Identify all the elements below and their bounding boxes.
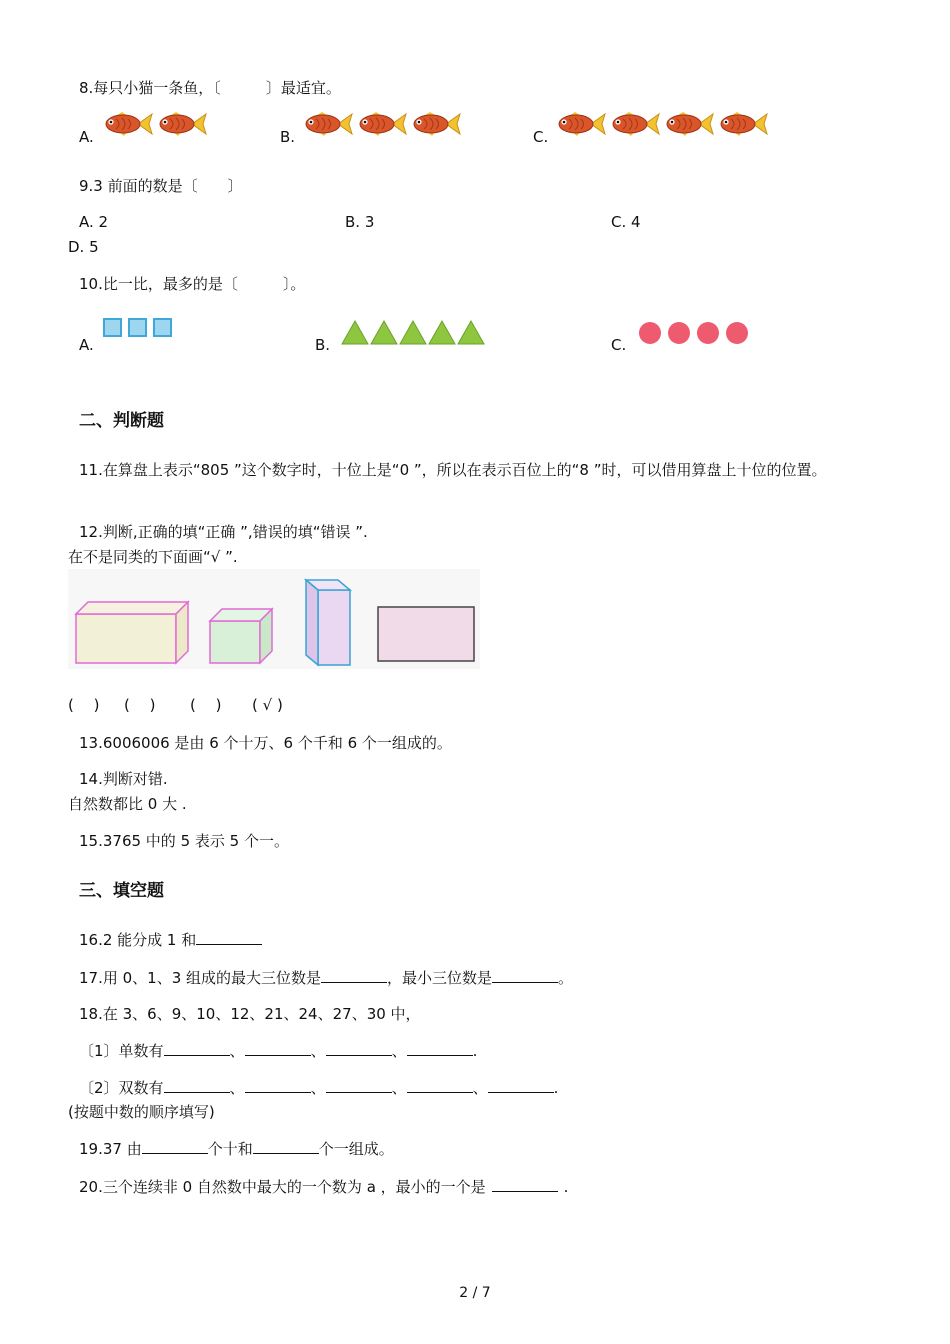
q18-end: . <box>472 1042 478 1060</box>
q18-sep: 、 <box>391 1079 407 1097</box>
q10-option-b-triangles <box>341 319 487 345</box>
blue-square <box>153 318 172 337</box>
q18-sep: 、 <box>472 1079 488 1097</box>
section-2-title: 二、判断题 <box>79 411 164 431</box>
tall-prism-3 <box>306 580 350 665</box>
q15-text: 15.3765 中的 5 表示 5 个一。 <box>79 832 289 850</box>
q14-line2: 自然数都比 0 大 . <box>68 795 187 813</box>
fish-icon <box>356 111 408 141</box>
fish-icon <box>555 111 607 141</box>
q19-blank-ones[interactable] <box>253 1139 319 1154</box>
q16-line <box>79 930 262 950</box>
q18-sep: 、 <box>391 1042 407 1060</box>
q17-blank-min[interactable] <box>492 968 558 983</box>
q12-answer-2: ( ) <box>124 696 156 714</box>
fish-icon <box>663 111 715 141</box>
q19-blank-tens[interactable] <box>142 1139 208 1154</box>
q20-text-1: 20.三个连续非 0 自然数中最大的一个数为 a ，最小的一个是 <box>79 1178 486 1196</box>
fish-icon <box>717 111 769 141</box>
q10-option-c-shapes <box>639 322 755 344</box>
q18-note: (按题中数的顺序填写) <box>68 1103 215 1121</box>
red-circle <box>639 322 661 344</box>
q8-question: 8.每只小猫一条鱼，〔 〕最适宜。 <box>79 79 341 97</box>
q17-text-3: 。 <box>558 969 574 987</box>
cube-2 <box>210 609 272 663</box>
q19-text-1: 19.37 由 <box>79 1140 142 1158</box>
q10-option-a-shapes <box>103 318 178 337</box>
q18-sub1-blank[interactable] <box>326 1041 392 1056</box>
q12-answer-1: ( ) <box>68 696 100 714</box>
q18-sep: 、 <box>229 1079 245 1097</box>
q9-question: 9.3 前面的数是〔 〕 <box>79 177 243 195</box>
fish-icon <box>410 111 462 141</box>
q19-text-2: 个十和 <box>207 1140 253 1158</box>
q18-sep: 、 <box>229 1042 245 1060</box>
q20-blank[interactable] <box>492 1177 558 1192</box>
q17-blank-max[interactable] <box>321 968 387 983</box>
q13-text: 13.6006006 是由 6 个十万、6 个千和 6 个一组成的。 <box>79 734 452 752</box>
q18-sub1-blank[interactable] <box>407 1041 473 1056</box>
blue-square <box>128 318 147 337</box>
q12-answer-3: ( ) <box>190 696 222 714</box>
q8-option-a-fish <box>102 111 208 141</box>
red-circle <box>697 322 719 344</box>
q18-sub1-blank[interactable] <box>245 1041 311 1056</box>
q16-text: 16.2 能分成 1 和 <box>79 931 197 949</box>
q17-line <box>79 968 573 988</box>
q10-option-c-label: C. <box>611 336 627 354</box>
q12-shapes-figure <box>68 569 480 669</box>
flat-rectangle-4 <box>378 607 474 661</box>
q18-sub1-line <box>79 1041 477 1061</box>
q18-sub1-label: 〔1〕单数有 <box>79 1042 164 1060</box>
red-circle <box>668 322 690 344</box>
q18-sub2-label: 〔2〕双数有 <box>79 1079 164 1097</box>
q9-option-d: D. 5 <box>68 238 99 256</box>
q12-line1: 12.判断,正确的填“正确 ”,错误的填“错误 ”. <box>79 523 368 541</box>
green-triangle <box>371 321 397 344</box>
q18-sub2-blank[interactable] <box>245 1078 311 1093</box>
fish-icon <box>302 111 354 141</box>
q8-option-b-fish <box>302 111 462 141</box>
q17-text-1: 17.用 0、1、3 组成的最大三位数是 <box>79 969 322 987</box>
q19-line <box>79 1139 394 1159</box>
q8-option-c-fish <box>555 111 769 141</box>
fish-icon <box>102 111 154 141</box>
green-triangle <box>429 321 455 344</box>
green-triangle <box>458 321 484 344</box>
green-triangle <box>400 321 426 344</box>
red-circle <box>726 322 748 344</box>
q9-option-b: B. 3 <box>345 213 375 231</box>
q8-option-b-label: B. <box>280 128 296 146</box>
page-number: 2 / 7 <box>459 1285 491 1301</box>
q18-question: 18.在 3、6、9、10、12、21、24、27、30 中， <box>79 1005 421 1023</box>
q18-sep: 、 <box>310 1042 326 1060</box>
q12-answer-4: ( √ ) <box>252 696 283 714</box>
q14-line1: 14.判断对错. <box>79 770 168 788</box>
fish-icon <box>156 111 208 141</box>
cuboid-1 <box>76 602 188 663</box>
q10-option-a-label: A. <box>79 336 94 354</box>
section-3-title: 三、填空题 <box>79 881 164 901</box>
q12-line2: 在不是同类的下面画“√ ”. <box>68 548 238 566</box>
q18-sub2-blank[interactable] <box>488 1078 554 1093</box>
q19-text-3: 个一组成。 <box>318 1140 394 1158</box>
q18-sub2-blank[interactable] <box>164 1078 230 1093</box>
q9-option-c: C. 4 <box>611 213 641 231</box>
q18-end: . <box>553 1079 559 1097</box>
q18-sub1-blank[interactable] <box>164 1041 230 1056</box>
q10-question: 10.比一比，最多的是〔 〕。 <box>79 275 306 293</box>
q20-text-2: . <box>563 1178 569 1196</box>
fish-icon <box>609 111 661 141</box>
q8-option-c-label: C. <box>533 128 549 146</box>
q9-option-a: A. 2 <box>79 213 109 231</box>
q11-text: 11.在算盘上表示“805 ”这个数字时，十位上是“0 ”，所以在表示百位上的“8 ”时，可以借用算盘上十位的位置。 <box>79 461 827 479</box>
q18-sep: 、 <box>310 1079 326 1097</box>
q10-option-b-label: B. <box>315 336 331 354</box>
q20-line <box>79 1177 568 1197</box>
q17-text-2: ，最小三位数是 <box>387 969 493 987</box>
q16-answer-blank[interactable] <box>196 930 262 945</box>
q18-sub2-blank[interactable] <box>326 1078 392 1093</box>
blue-square <box>103 318 122 337</box>
q18-sub2-blank[interactable] <box>407 1078 473 1093</box>
q8-option-a-label: A. <box>79 128 94 146</box>
green-triangle <box>342 321 368 344</box>
q18-sub2-line <box>79 1078 558 1098</box>
